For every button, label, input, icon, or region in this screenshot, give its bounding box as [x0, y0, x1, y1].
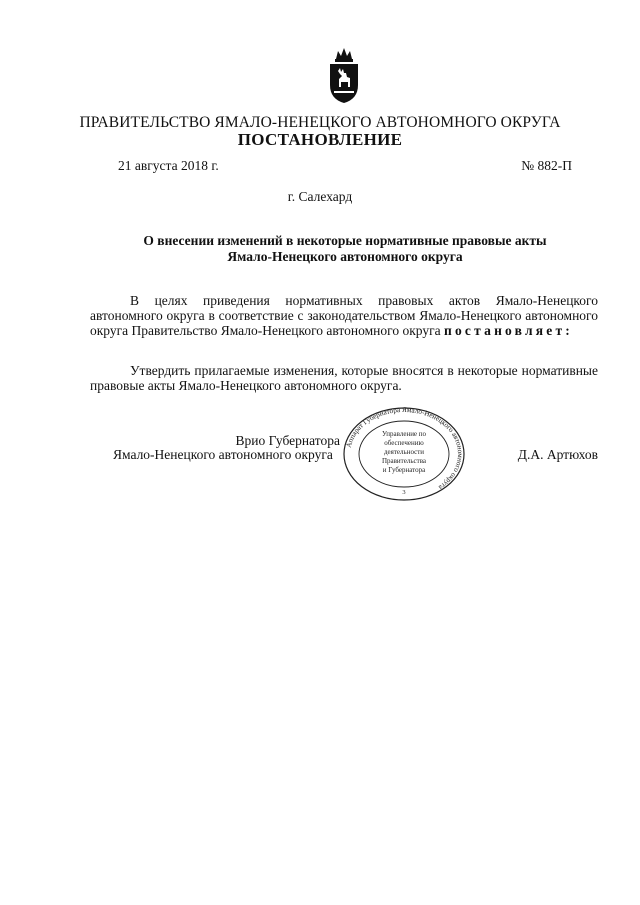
- paragraph-preamble: [90, 293, 598, 339]
- stamp-line-4: Правительства: [381, 457, 427, 465]
- document-city: г. Салехард: [287, 189, 353, 204]
- stamp-line-2: обеспечению: [384, 439, 424, 447]
- document-subject: [90, 233, 600, 265]
- paragraph-decision: [90, 363, 598, 393]
- stamp-number: 3: [402, 489, 406, 496]
- document-type: ПОСТАНОВЛЕНИЕ: [237, 130, 403, 149]
- document-number: № 882-П: [521, 158, 572, 173]
- preamble-text: В целях приведения нормативных правовых актов Ямало-Ненецкого автономного округа в соответствие с законодательством Ямало-Ненецкого автономного округа Правительство Ямало-Ненецкого автономного округа: [90, 293, 598, 339]
- subject-line-1: О внесении изменений в некоторые нормативные правовые акты: [143, 233, 547, 248]
- stamp-line-5: и Губернатора: [382, 466, 426, 474]
- signer-name: Д.А. Артюхов: [517, 447, 598, 462]
- signer-position-line-1: Врио Губернатора: [235, 433, 340, 448]
- document-date: 21 августа 2018 г.: [118, 158, 219, 173]
- government-title: ПРАВИТЕЛЬСТВО ЯМАЛО-НЕНЕЦКОГО АВТОНОМНОГО ОКРУГА: [79, 114, 561, 131]
- decision-text: Утвердить прилагаемые изменения, которые вносятся в некоторые нормативные правовые акты Ямало-Ненецкого автономного округа.: [90, 363, 598, 394]
- stamp-ring-text: Аппарат Губернатора Ямало-Ненецкого автономного округа: [344, 406, 465, 492]
- yamal-coat-of-arms-icon: [327, 45, 361, 105]
- stamp-line-1: Управление по: [381, 430, 427, 438]
- official-stamp: [342, 406, 466, 502]
- stamp-line-3: деятельности: [383, 448, 425, 456]
- resolution-verb: постановляет:: [444, 323, 573, 339]
- signer-position-line-2: Ямало-Ненецкого автономного округа: [113, 447, 333, 462]
- subject-line-2: Ямало-Ненецкого автономного округа: [227, 249, 463, 264]
